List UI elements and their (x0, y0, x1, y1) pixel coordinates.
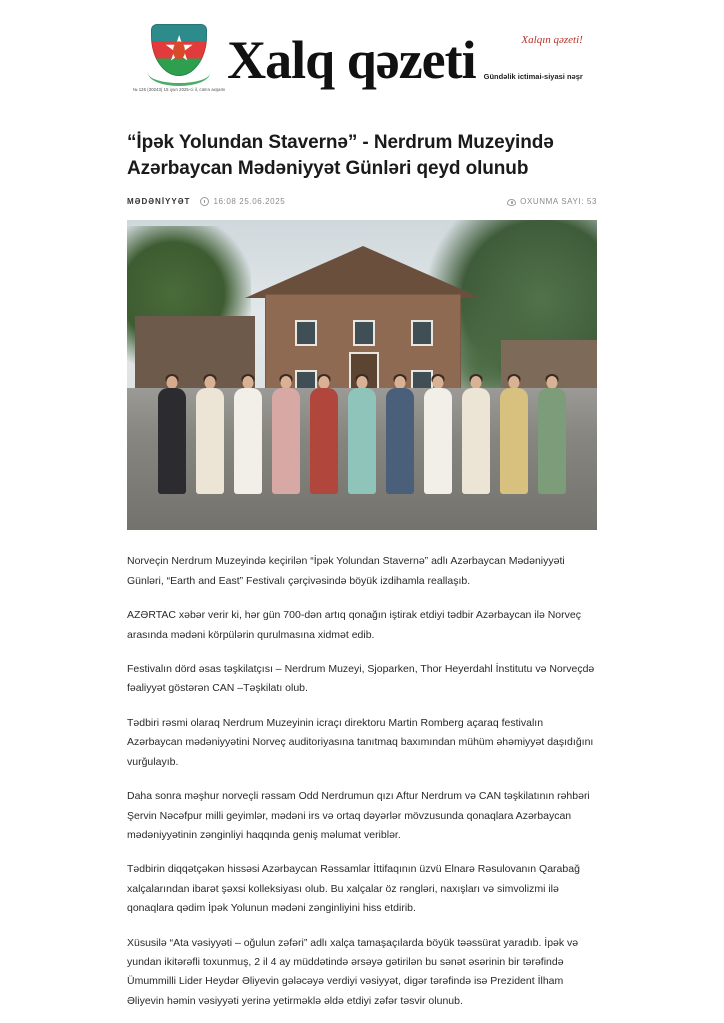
page-title: “İpək Yolundan Stavernə” - Nerdrum Muzeyində Azərbaycan Mədəniyyət Günləri qeyd olunub (127, 132, 554, 179)
masthead-sub-stack (484, 34, 583, 87)
article-paragraph: Tədbiri rəsmi olaraq Nerdrum Muzeyinin icraçı direktoru Martin Romberg açaraq festivalın Azərbaycan mədəniyyətini Norveç auditoriyasına tanıtmaq baxımından mühüm əhəmiyyət daşıdığını vurğulayıb. (127, 716, 594, 768)
article-paragraph: AZƏRTAC xəbər verir ki, hər gün 700-dən artıq qonağın iştirak etdiyi tədbir Azərbaycan ilə Norveç arasında mədəni körpülərin qurulmasına xidmət edib. (127, 609, 581, 641)
publish-date (200, 197, 285, 206)
article-paragraph: Daha sonra məşhur norveçli rəssam Odd Nerdrumun qızı Aftur Nerdrum və CAN təşkilatının rəhbəri Şervin Nəcəfpur milli geyimlər, mədəni irs və ortaq dəyərlər mövzusunda qonaqlara Azərbaycan mədəniyyətinin zənginliyi haqqında geniş məlumat veriblər. (127, 790, 590, 841)
masthead-title-row (227, 30, 583, 90)
newspaper-tagline: Xalqın qəzeti! (521, 33, 583, 46)
site-masthead (0, 0, 724, 104)
photo-person (421, 376, 455, 494)
emblem-wreath (148, 60, 210, 86)
photo-window (353, 320, 375, 346)
photo-person (231, 376, 265, 494)
issue-info: № 126 (30243) 15 iyun 2025-ci il, cümə axşamı (132, 87, 226, 92)
article-container (127, 130, 597, 1011)
newspaper-kicker: Gündəlik ictimai-siyasi nəşr (483, 72, 583, 81)
masthead-inner (132, 22, 583, 98)
view-count (507, 197, 597, 206)
photo-person (497, 376, 531, 494)
photo-person (383, 376, 417, 494)
article-lead-image (127, 220, 597, 530)
article-paragraph: Tədbirin diqqətçəkən hissəsi Azərbaycan Rəssamlar İttifaqının üzvü Elnarə Rəsulovanın Qarabağ xalçalarından ibarət şəxsi kolleksiyası olub. Bu xalçalar öz rəngləri, naxışları və simvolizmi ilə qonaqlara qədim İpək Yolunun mədəni zənginliyini hiss etdirib. (127, 863, 580, 915)
photo-people-group (155, 366, 569, 494)
article-meta-left (127, 197, 285, 206)
national-emblem-logo (132, 22, 226, 98)
newspaper-title[interactable]: Xalq qəzeti (227, 30, 476, 90)
article-body (127, 552, 597, 1011)
photo-person (459, 376, 493, 494)
photo-person (535, 376, 569, 494)
article-meta (127, 197, 597, 212)
photo-window (411, 320, 433, 346)
eye-icon (507, 199, 516, 206)
emblem-flame-icon (173, 41, 185, 59)
masthead-title-block (227, 30, 583, 90)
article-paragraph: Norveçin Nerdrum Muzeyində keçirilən “İpək Yolundan Stavernə” adlı Azərbaycan Mədəniyyəti Günləri, “Earth and East” Festivalı çərçivəsində böyük izdihamla reallaşıb. (127, 555, 565, 587)
photo-house-roof (245, 246, 481, 298)
category-label[interactable]: MƏDƏNİYYƏT (127, 197, 191, 207)
publish-date-text: 16:08 25.06.2025 (213, 197, 286, 207)
article-paragraph: Festivalın dörd əsas təşkilatçısı – Nerdrum Muzeyi, Sjoparken, Thor Heyerdahl İnstitutu və Norveçdə fəaliyyət göstərən CAN –Təşkilatı olub. (127, 662, 595, 695)
photo-person (193, 376, 227, 494)
photo-person (155, 376, 189, 494)
clock-icon (200, 197, 209, 206)
article-paragraph: Xüsusilə “Ata vəsiyyəti – oğulun zəfəri” adlı xalça tamaşaçılarda böyük təəssürat yaradıb. İpək və yundan ikitərəfli toxunmuş, 2 il 4 ay müddətində ərsəyə gətirilən bu sənət əsərinin bir tərəfində Ümummilli Lider Heydər Əliyevin gələcəyə verdiyi vəsiyyət, digər tərəfində isə Prezident İlham Əliyevin həmin vəsiyyəti yerinə yetirməklə əldə etdiyi zəfər təsvir olunub. (127, 936, 579, 1007)
photo-person (269, 376, 303, 494)
photo-window (295, 320, 317, 346)
photo-person (307, 376, 341, 494)
emblem-icon (148, 22, 210, 86)
view-count-text: OXUNMA SAYI: 53 (520, 197, 597, 207)
photo-person (345, 376, 379, 494)
